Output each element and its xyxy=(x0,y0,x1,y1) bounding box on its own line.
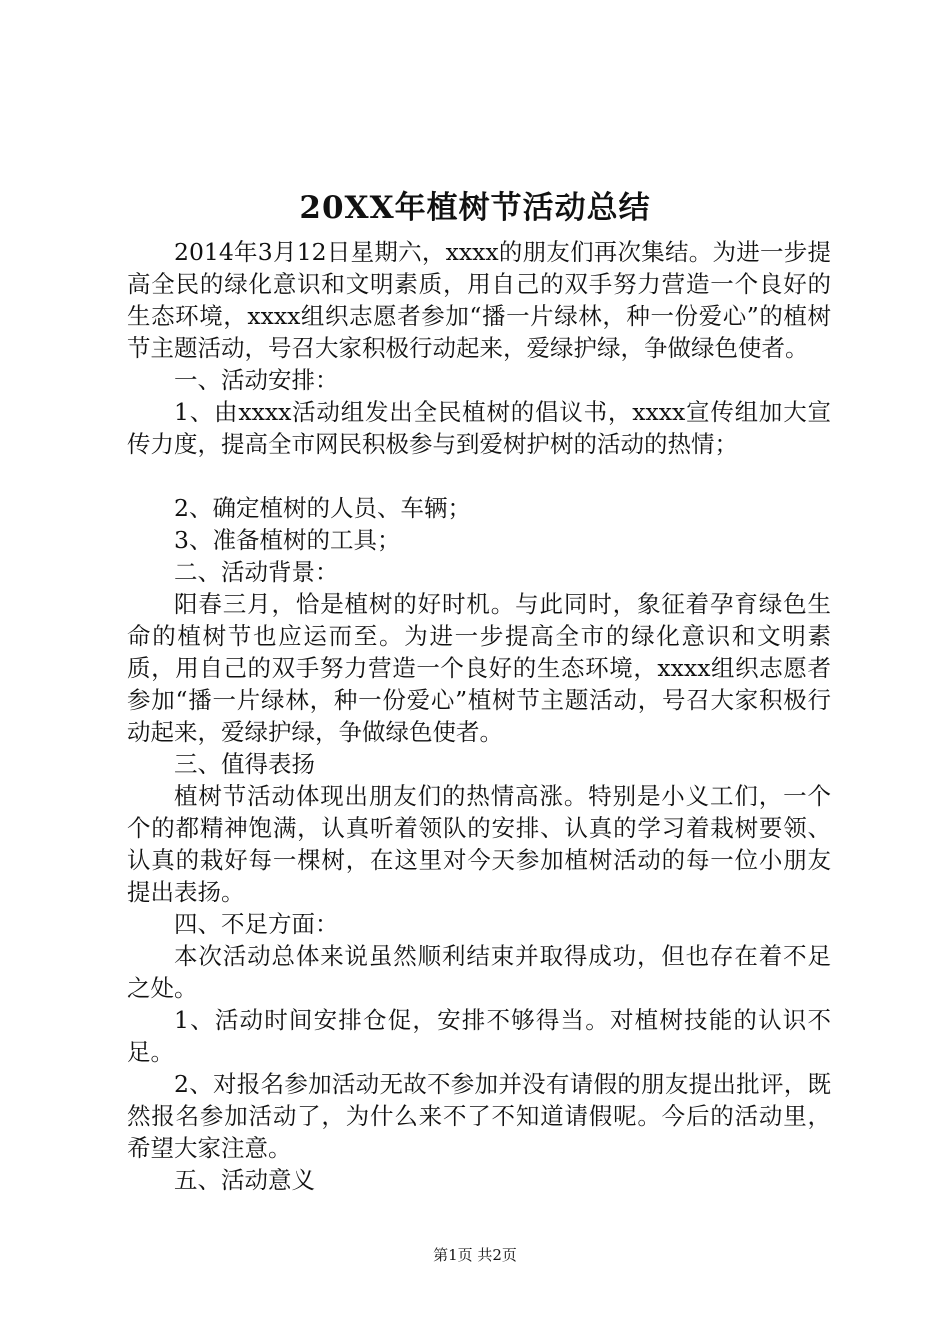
list-item-shortcoming-1: 1、活动时间安排仓促，安排不够得当。对植树技能的认识不足。 xyxy=(127,1006,831,1066)
paragraph-shortcomings: 本次活动总体来说虽然顺利结束并取得成功，但也存在着不足之处。 xyxy=(127,942,831,1002)
list-item-arrangement-3: 3、准备植树的工具； xyxy=(174,526,401,554)
heading-activity-significance: 五、活动意义 xyxy=(174,1166,315,1194)
heading-activity-background: 二、活动背景： xyxy=(174,558,339,586)
paragraph-background: 阳春三月，恰是植树的好时机。与此同时，象征着孕育绿色生命的植树节也应运而至。为进一步提高全市的绿化意识和文明素质，用自己的双手努力营造一个良好的生态环境，xxxx组织志愿者参加“播一片绿林，种一份爱心”植树节主题活动，号召大家积极行动起来，爱绿护绿，争做绿色使者。 xyxy=(127,590,831,746)
paragraph-praise: 植树节活动体现出朋友们的热情高涨。特别是小义工们，一个个的都精神饱满，认真听着领队的安排、认真的学习着栽树要领、认真的栽好每一棵树，在这里对今天参加植树活动的每一位小朋友提出表扬。 xyxy=(127,782,831,906)
list-item-arrangement-1: 1、由xxxx活动组发出全民植树的倡议书，xxxx宣传组加大宣传力度，提高全市网民积极参与到爱树护树的活动的热情； xyxy=(127,398,831,458)
heading-praise: 三、值得表扬 xyxy=(174,750,315,778)
list-item-shortcoming-2: 2、对报名参加活动无故不参加并没有请假的朋友提出批评，既然报名参加活动了，为什么来不了不知道请假呢。今后的活动里，希望大家注意。 xyxy=(127,1070,831,1162)
page-number-footer: 第1页 共2页 xyxy=(433,1246,517,1264)
document-body xyxy=(127,236,831,1196)
list-item-arrangement-2: 2、确定植树的人员、车辆； xyxy=(174,494,471,522)
document-title: 20XX年植树节活动总结 xyxy=(299,190,651,226)
heading-activity-arrangement: 一、活动安排： xyxy=(174,366,339,394)
paragraph-intro: 2014年3月12日星期六，xxxx的朋友们再次集结。为进一步提高全民的绿化意识和文明素质，用自己的双手努力营造一个良好的生态环境，xxxx组织志愿者参加“播一片绿林，种一份爱心”的植树节主题活动，号召大家积极行动起来，爱绿护绿，争做绿色使者。 xyxy=(127,238,831,362)
heading-shortcomings: 四、不足方面： xyxy=(174,910,339,938)
